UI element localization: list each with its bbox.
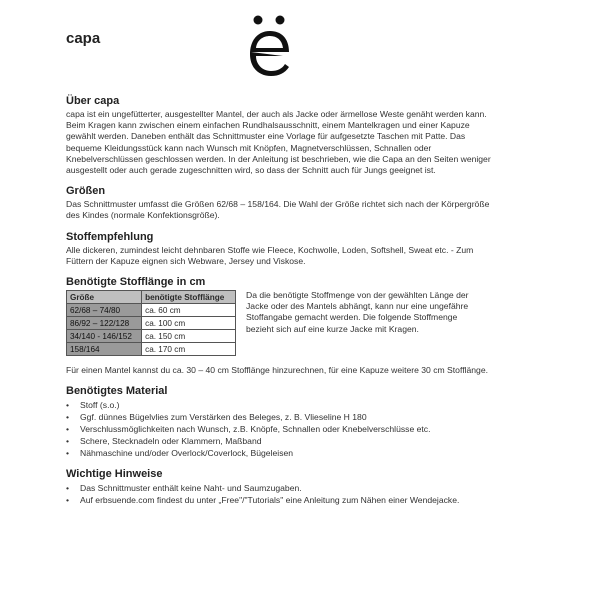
notes-section [66,468,496,506]
table-header-size: Größe [67,291,142,304]
list-item: • Auf erbsuende.com findest du unter „Free"/"Tutorials" eine Anleitung zum Nähen einer Wendejacke. [66,494,496,506]
list-item: • Schere, Stecknadeln oder Klammern, Maßband [66,435,496,447]
table-cell-length: ca. 150 cm [142,330,236,343]
notes-list [66,482,496,506]
table-cell-length: ca. 100 cm [142,317,236,330]
table-cell-size: 86/92 – 122/128 [67,317,142,330]
fabric-length-side-text: Da die benötigte Stoffmenge von der gewählten Länge der Jacke oder des Mantels abhängt, kann nur eine ungefähre Stoffangabe gemacht werden. Die folgende Stoffmenge bezieht sich auf eine kurze Jacke mit Kragen. [246,290,469,334]
list-item: • Verschlussmöglichkeiten nach Wunsch, z.B. Knöpfe, Schnallen oder Knebelverschlüsse etc. [66,423,496,435]
table-row [67,317,236,330]
list-item: • Das Schnittmuster enthält keine Naht- und Saumzugaben. [66,482,496,494]
about-heading: Über capa [66,95,120,107]
table-row [67,304,236,317]
sizes-heading: Größen [66,185,106,198]
fabric-length-heading: Benötigte Stofflänge in cm [66,276,206,289]
table-header-length: benötigte Stofflänge [142,291,236,304]
table-cell-length: ca. 60 cm [142,304,236,317]
table-row [67,330,236,343]
table-header-row [67,291,236,304]
materials-heading: Benötigtes Material [66,385,168,398]
fabric-section [66,231,496,267]
table-cell-size: 34/140 - 146/152 [67,330,142,343]
content-column [66,95,496,515]
fabric-text: Alle dickeren, zumindest leicht dehnbaren Stoffe wie Fleece, Kochwolle, Loden, Softshell, Sweat etc. - Zum Füttern der Kapuze eignen sich Webware, Jersey und Viskose. [66,244,474,266]
fabric-length-table [66,290,236,356]
table-cell-size: 62/68 – 74/80 [67,304,142,317]
sizes-section [66,185,496,221]
fabric-length-row [66,290,496,356]
page-title: capa [66,30,101,47]
brand-logo [244,12,296,80]
materials-list [66,399,496,459]
sizes-text: Das Schnittmuster umfasst die Größen 62/68 – 158/164. Die Wahl der Größe richtet sich nach der Körpergröße des Kindes (normale Konfektionsgröße). [66,199,490,221]
table-cell-length: ca. 170 cm [142,343,236,356]
table-row [67,343,236,356]
table-cell-size: 158/164 [67,343,142,356]
fabric-heading: Stoffempfehlung [66,230,154,243]
list-item: • Ggf. dünnes Bügelvlies zum Verstärken des Beleges, z. B. Vlieseline H 180 [66,411,496,423]
fabric-length-note: Für einen Mantel kannst du ca. 30 – 40 cm Stofflänge hinzurechnen, für eine Kapuze weitere 30 cm Stofflänge. [66,365,488,376]
fabric-length-section [66,276,496,376]
notes-heading: Wichtige Hinweise [66,468,163,481]
materials-section [66,385,496,459]
about-text: capa ist ein ungefütterter, ausgestellter Mantel, der auch als Jacke oder ärmellose Weste genäht werden kann. Beim Kragen kann zwischen einem einfachen Rundhalsausschnitt, einem Mantelkragen und einer Kapuze gewählt werden. Daneben enthält das Schnittmuster eine Vorlage für aufgesetzte Taschen mit Patte. Das bequeme Kleidungsstück kann nach Wunsch mit Knöpfen, Magnetverschlüssen, Schnallen oder Knebelverschlüssen geschlossen werden. In der Anleitung ist beschrieben, wie die Capa an den Seiten weniger ausgestellt oder auch gerade zugeschnitten wird, so dass der Schnitt auch für Jungs geeignet ist. [66,109,491,176]
list-item: • Nähmaschine und/oder Overlock/Coverlock, Bügeleisen [66,447,496,459]
list-item: • Stoff (s.o.) [66,399,496,411]
about-section [66,95,496,176]
